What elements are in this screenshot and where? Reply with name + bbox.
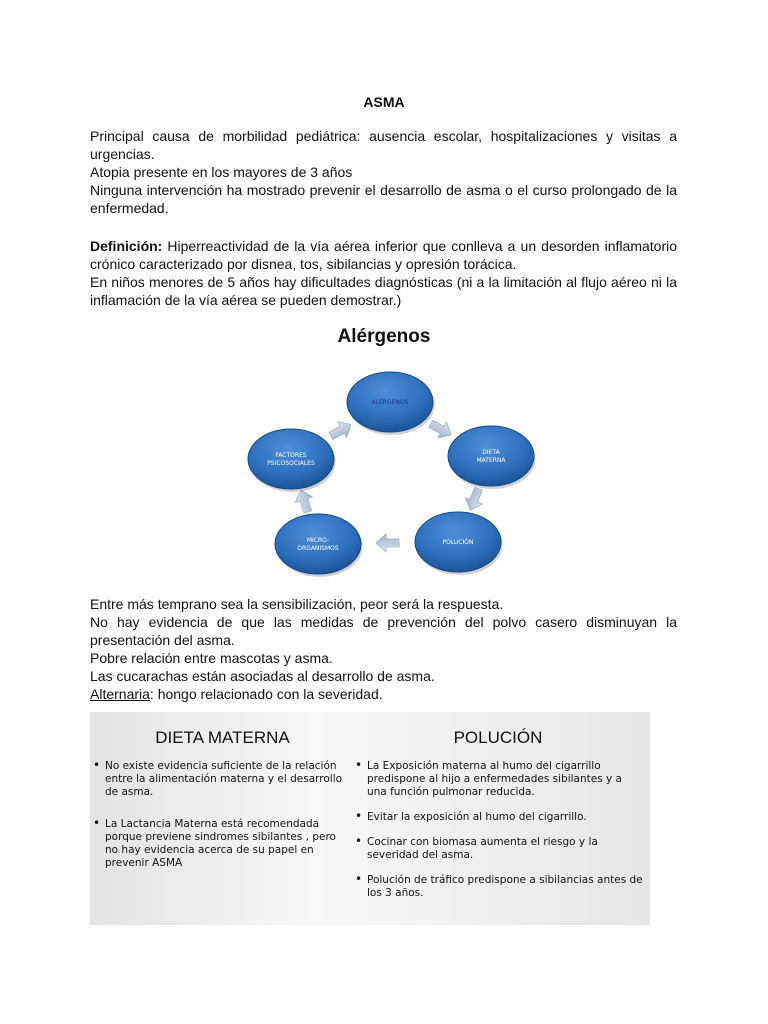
fact-alternaria [90,685,677,703]
fact-line: No hay evidencia de que las medidas de prevención del polvo casero disminuyan la presentación del asma. [90,614,677,648]
node-label: MATERNA [476,457,506,464]
node-label: POLUCIÓN [442,539,474,546]
dieta-materna-heading: DIETA MATERNA [155,728,290,747]
node-label: ALERGENOS [371,399,409,406]
definition-section [90,237,677,309]
list-item: • La Exposición materna al humo del cigarrillo predispone al hijo a enfermedades sibilantes y a una función pulmonar reducida. [352,760,644,799]
node-label: MICRO- [306,537,330,544]
intro-line: Principal causa de morbilidad pediátrica: ausencia escolar, hospitalizaciones y visitas a urgencias. [90,128,677,162]
list-item: • Cocinar con biomasa aumenta el riesgo y la severidad del asma. [352,836,644,862]
list-item: • La Lactancia Materna está recomendada porque previene sindromes sibilantes , pero no hay evidencia acerca de su papel en prevenir ASMA [90,818,345,870]
diagram-title: Alérgenos [337,326,431,347]
definition-note: En niños menores de 5 años hay dificultades diagnósticas (ni a la limitación al flujo aéreo ni la inflamación de la vía aérea se pueden demostrar.) [90,274,677,308]
intro-line: Atopia presente en los mayores de 3 años [90,164,353,180]
alternaria-label: Alternaria [90,686,150,702]
intro-line: Ninguna intervención ha mostrado prevenir el desarrollo de asma o el curso prolongado de la enfermedad. [90,182,677,216]
factores-psicosociales-node [248,429,336,492]
polucion-node [415,512,503,575]
allergen-cycle-diagram [220,360,560,580]
polucion-column [352,712,644,912]
page-title: ASMA [363,94,405,110]
microorganismos-node [275,514,363,577]
comparison-panel [90,712,650,925]
definition-text: Hiperreactividad de la vía aérea inferior que conlleva a un desorden inflamatorio crónico caracterizado por disnea, tos, sibilancias y opresión torácica. [90,238,677,272]
intro-section [90,127,677,217]
dieta-materna-node [448,426,536,489]
definition-label: Definición: [90,238,163,254]
facts-section [90,595,677,703]
node-label: PSICOSOCIALES [267,460,315,467]
cycle-arrow [376,534,399,552]
list-item: • Polución de tráfico predispone a sibilancias antes de los 3 años. [352,874,644,900]
fact-line: Pobre relación entre mascotas y asma. [90,650,333,666]
alternaria-text: : hongo relacionado con la severidad. [149,686,383,702]
list-item: • Evitar la exposición al humo del cigarrillo. [352,811,644,824]
node-label: FACTORES [275,452,307,459]
dieta-materna-column [90,712,345,889]
node-label: DIETA [482,449,500,456]
cycle-arrow [462,486,487,514]
node-label: ORGANISMOS [297,545,339,552]
cycle-arrow [326,417,355,444]
dieta-materna-list [90,760,345,870]
list-item: • No existe evidencia suficiente de la relación entre la alimentación materna y el desarrollo de asma. [90,760,345,799]
definition-paragraph [90,237,677,273]
fact-line: Las cucarachas están asociadas al desarrollo de asma. [90,668,435,684]
polucion-heading: POLUCIÓN [453,728,543,747]
alergenos-node [347,372,435,435]
polucion-list [352,760,644,900]
fact-line: Entre más temprano sea la sensibilización, peor será la respuesta. [90,596,504,612]
cycle-arrow [427,416,456,443]
